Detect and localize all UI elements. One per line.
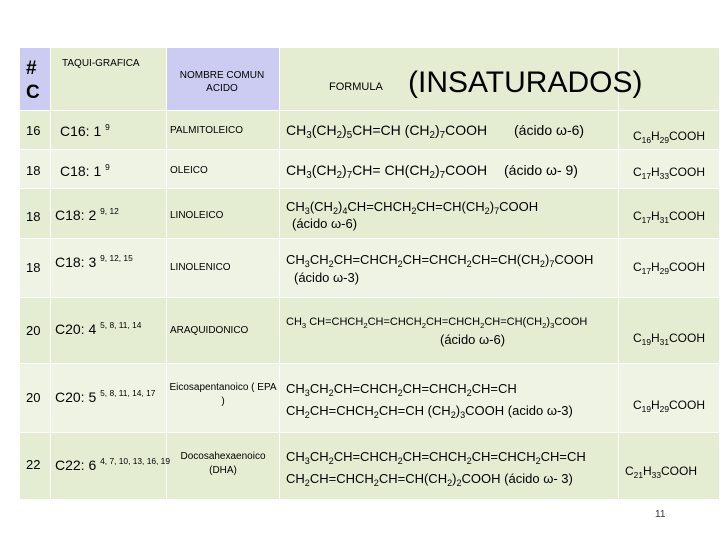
row3-taqui: C18: 2 $^{9, 12}$ [55,206,119,223]
header-insaturados: (INSATURADOS) [408,66,643,99]
row4-molec: $C_{17}H_{29}COOH$ [633,260,705,276]
header-formula: FORMULA [329,81,383,93]
header-nombre: NOMBRE COMUN ACIDO [179,70,265,94]
row5-nombre: ARAQUIDONICO [170,325,249,336]
row2-c: 18 [26,163,41,178]
row5-acid: (ácido ω-6) [440,332,506,347]
row3-c: 18 [26,209,41,224]
row4-nombre: LINOLENICO [170,262,231,273]
row1-molec: $C_{16}H_{29}COOH$ [633,129,705,145]
row5-molec: $C_{19}H_{31}COOH$ [633,331,705,347]
row7-taqui: C22: 6 $^{4, 7, 10, 13, 16, 19}$ [55,456,170,473]
row5-formula: $CH_3$ $CH=CHCH_2CH=CHCH_2CH=CHCH_2CH=CH(CH_2)_3COOH$ [286,316,588,330]
row2-nombre: OLEICO [170,165,208,176]
row6-formula: $CH_3CH_2CH=CHCH_2CH=CHCH_2CH=CH$ $CH_2CH=CHCH_2CH=CH$ $(CH_2)_3COOH$ (acido ω-3) [286,381,573,420]
row1-acid: (ácido ω-6) [514,122,585,138]
row2-acid: (ácido ω- 9) [504,162,578,178]
row6-taqui: C20: 5 $^{5, 8, 11, 14, 17}$ [55,388,156,405]
row2-molec: $C_{17}H_{33}COOH$ [633,165,705,181]
row2-taqui: C18: 1 $^9$ [60,162,110,179]
row3-acid: (ácido ω-6) [292,216,358,231]
row2-formula: $CH_3(CH_2)_7CH=$ $CH(CH_2)_7COOH$ [286,162,488,181]
header-c: C [26,82,40,103]
row3-molec: $C_{17}H_{31}COOH$ [633,209,705,225]
row6-molec: $C_{19}H_{29}COOH$ [633,398,705,414]
row4-taqui: C18: 3 $^{9, 12, 15}$ [55,253,133,270]
row4-acid: (ácido ω-3) [294,270,360,285]
row1-taqui: C16: 1 $^9$ [60,122,110,139]
row1-formula: $CH_3(CH_2)_5CH=CH$ $(CH_2)_7COOH$ [286,122,488,141]
header-hash: # [26,58,37,79]
row3-nombre: LINOLEICO [170,210,224,221]
header-taqui: TAQUI-GRAFICA [62,58,140,69]
row7-c: 22 [26,457,41,472]
row6-c: 20 [26,390,41,405]
row1-c: 16 [26,123,41,138]
row7-nombre: Docosahexaenoico (DHA) [180,451,266,476]
row4-formula: $CH_3CH_2CH=CHCH_2CH=CHCH_2CH=CH(CH_2)_7COOH$ [286,252,594,269]
row3-formula: $CH_3(CH_2)_4CH=CHCH_2CH=CH(CH_2)_7COOH$ [286,199,539,216]
row7-formula: $CH_3CH_2CH=CHCH_2CH=CHCH_2CH=CHCH_2CH=CH$ $CH_2CH=CHCH_2CH=CH(CH_2)_2COOH$ (ácido ω- 3) [286,449,586,488]
row5-taqui: C20: 4 $^{5, 8, 11, 14}$ [55,320,142,337]
row5-c: 20 [26,323,41,338]
row1-nombre: PALMITOLEICO [170,125,243,136]
row7-molec: $C_{21}H_{33}COOH$ [625,464,697,480]
fatty-acids-table [20,48,719,499]
row6-nombre: Eicosapentanoico ( EPA ) [169,382,277,407]
row4-c: 18 [26,260,41,275]
page-number: 11 [655,509,666,520]
